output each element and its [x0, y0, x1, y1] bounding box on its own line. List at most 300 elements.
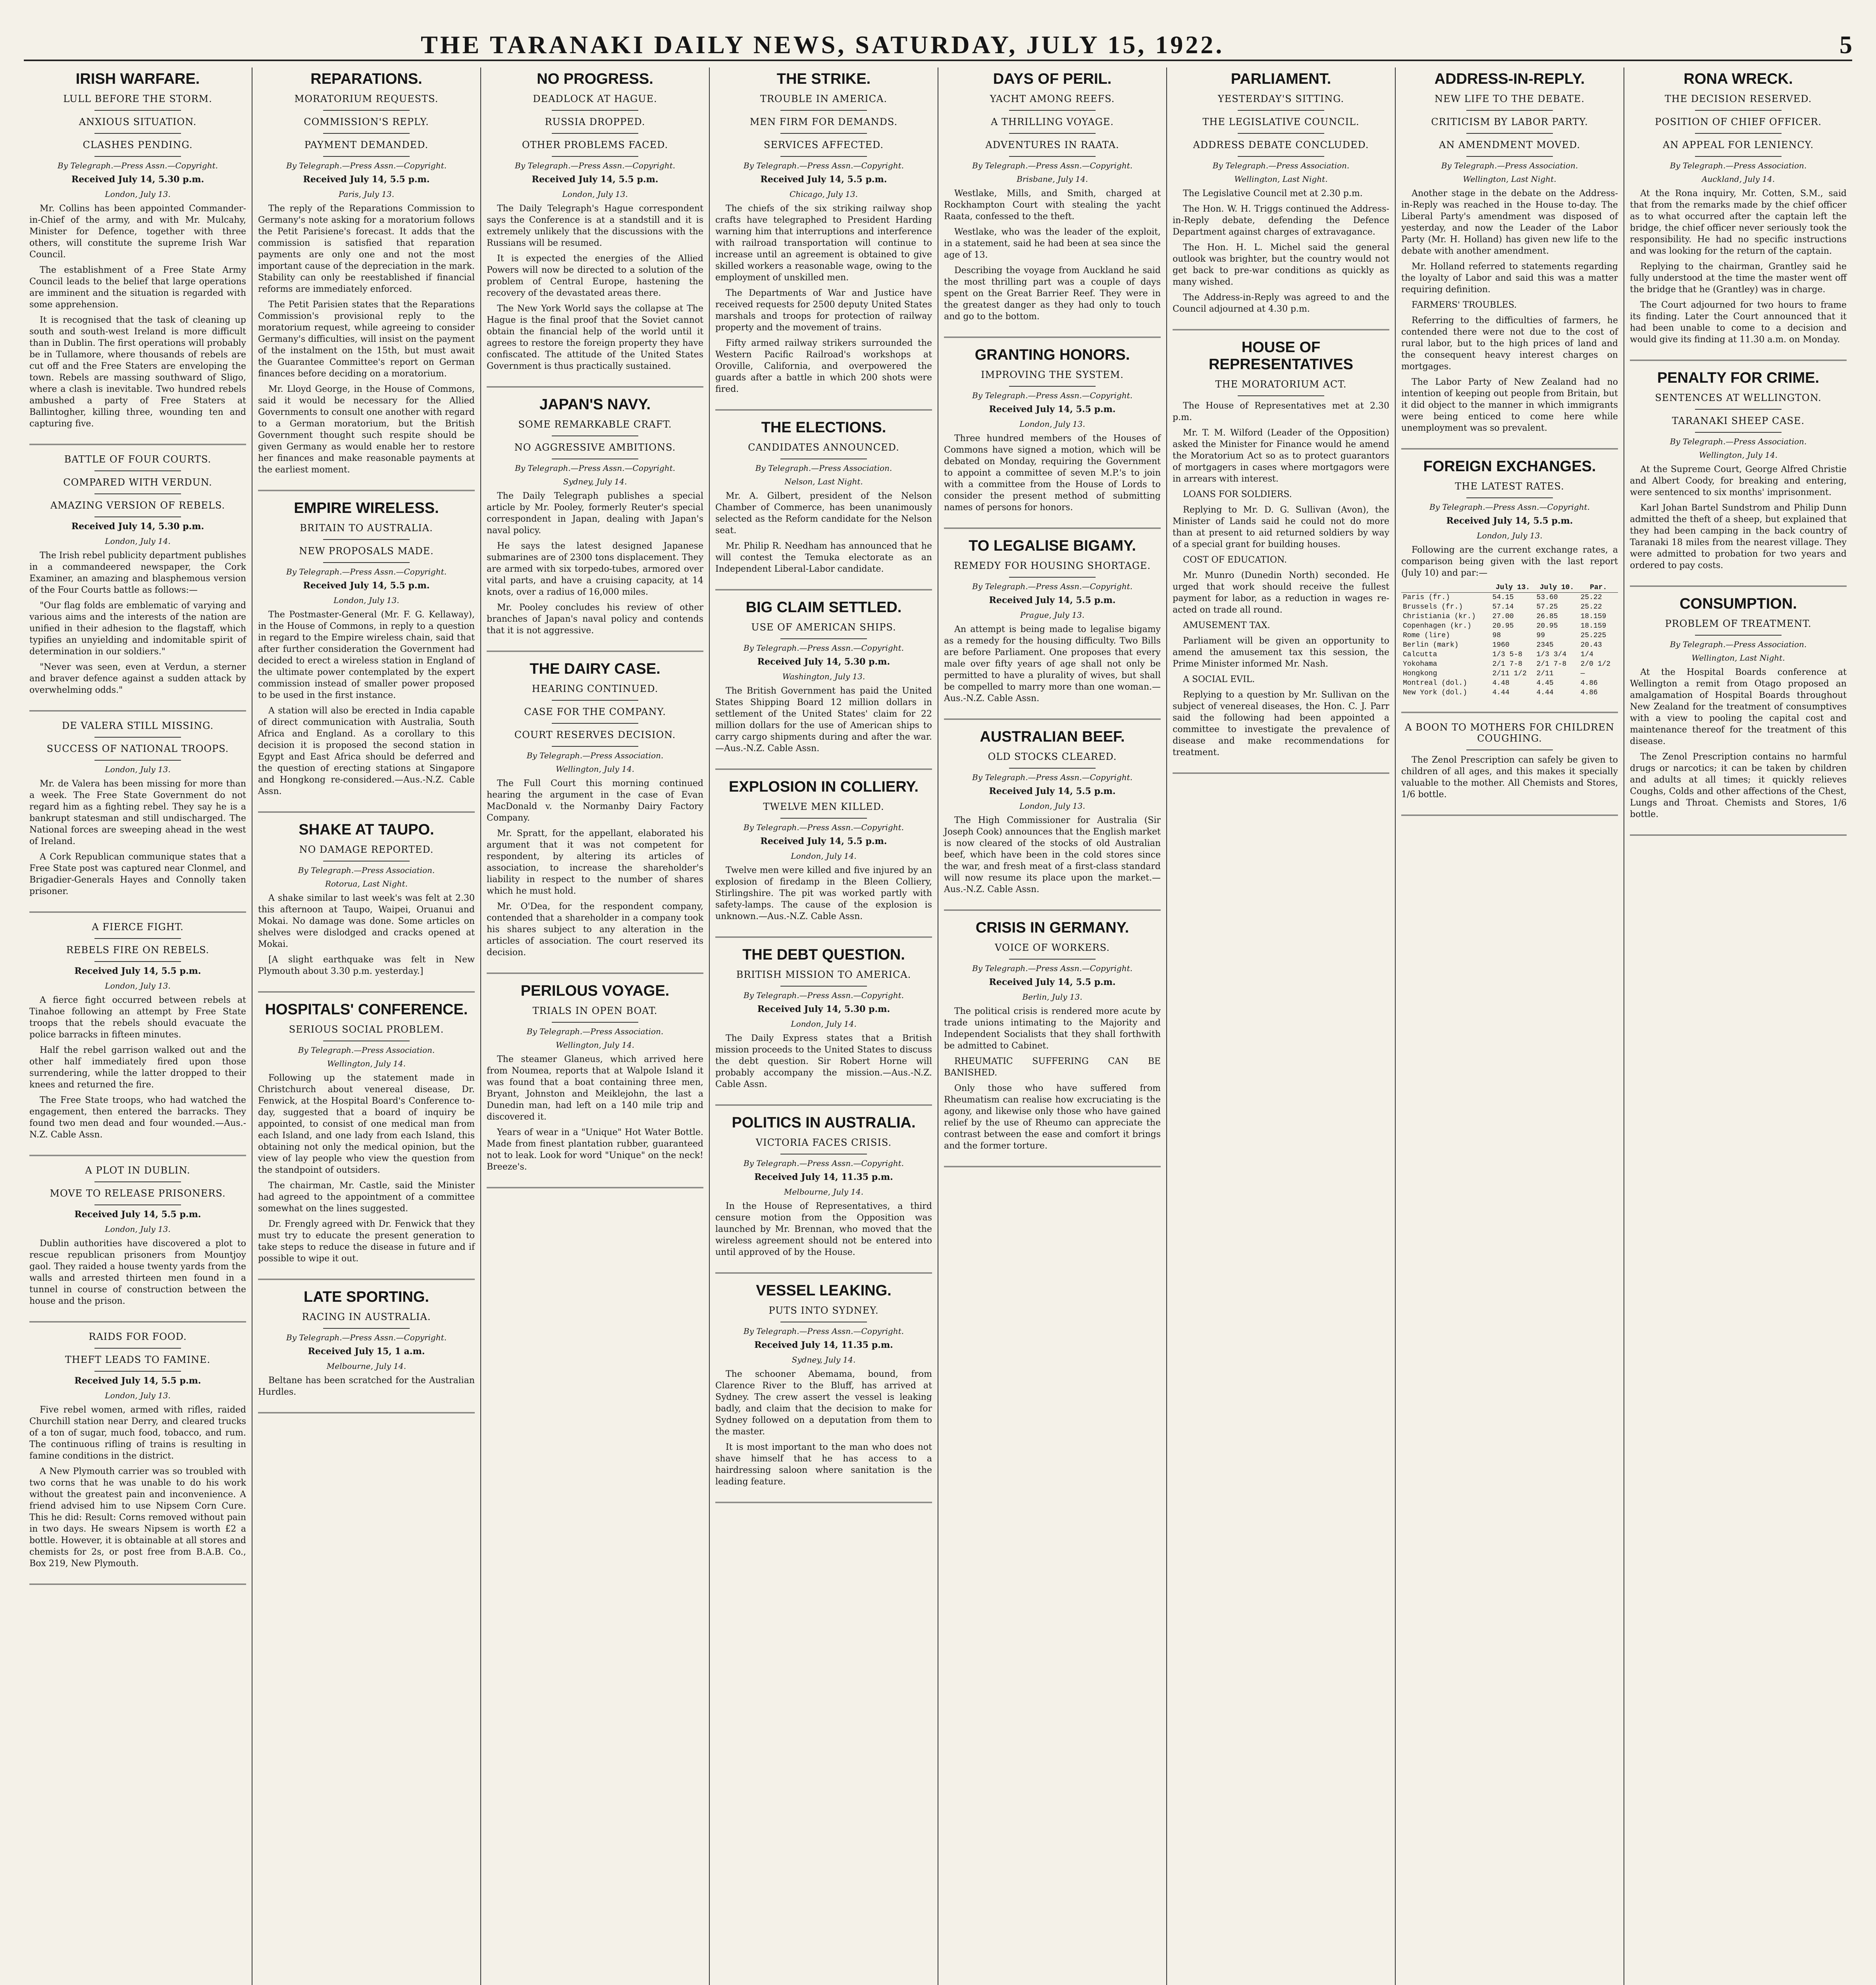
- dateline: London, July 13.: [333, 596, 399, 605]
- paragraph: Mr. T. M. Wilford (Leader of the Opposition) asked the Minister for Finance would he amend the Moratorium Act so as to protect guarantors of mortgagers in cases where mortgagors were in arrears with interest.: [1173, 428, 1389, 484]
- dateline: London, July 14.: [105, 536, 171, 546]
- paragraph: Describing the voyage from Auckland he said the most thrilling part was a couple of days spent on the Great Barrier Reef. They were in the greatest danger as they had only to touch and go to the bottom.: [944, 266, 1161, 322]
- paragraph: The establishment of a Free State Army Council leads to the belief that large operations are imminent and the situation is regarded with some apprehension.: [29, 265, 246, 310]
- table-cell: 4.86: [1580, 679, 1598, 687]
- dateline: Prague, July 13.: [1020, 610, 1084, 620]
- article-subheading: AN APPEAL FOR LENIENCY.: [1662, 139, 1814, 150]
- paragraph: The Court adjourned for two hours to frame its finding. Later the Court announced that it had been unable to come to a decision and would give its finding at 11.30 a.m. on Monday.: [1630, 300, 1847, 345]
- divider-rule: [1238, 110, 1324, 111]
- article-headline: THE STRIKE.: [776, 71, 871, 87]
- byline: By Telegraph.—Press Assn.—Copyright.: [972, 161, 1133, 170]
- table-header: July 10.: [1535, 583, 1579, 593]
- article: [1630, 71, 1847, 345]
- received-line: Received July 14, 5.30 p.m.: [757, 657, 890, 667]
- section-divider: [258, 490, 475, 491]
- paragraph: Beltane has been scratched for the Australian Hurdles.: [258, 1376, 475, 1397]
- article-subheading: POSITION OF CHIEF OFFICER.: [1655, 116, 1822, 127]
- table-cell: 27.00: [1492, 613, 1514, 621]
- article-subheading: THE MORATORIUM ACT.: [1215, 379, 1347, 390]
- divider-rule: [1009, 133, 1096, 134]
- article-subheading: NEW LIFE TO THE DEBATE.: [1434, 93, 1585, 104]
- divider-rule: [552, 700, 638, 701]
- divider-rule: [94, 493, 181, 494]
- divider-rule: [552, 1022, 638, 1023]
- article: [29, 921, 246, 1141]
- divider-rule: [1695, 409, 1782, 410]
- article-subheading: USE OF AMERICAN SHIPS.: [751, 622, 896, 633]
- paragraph: Replying to the chairman, Grantley said he fully understood at the time the master went off the bridge that he (Grantley) was in charge.: [1630, 262, 1847, 295]
- paragraph: LOANS FOR SOLDIERS.: [1183, 490, 1292, 499]
- section-divider: [29, 1321, 246, 1322]
- article-body: [29, 203, 246, 430]
- table-header: July 13.: [1491, 583, 1535, 593]
- dateline: Wellington, July 14.: [555, 764, 635, 774]
- table-cell: 4.48: [1492, 679, 1510, 687]
- divider-rule: [552, 746, 638, 747]
- article-subheading: SERVICES AFFECTED.: [763, 139, 884, 150]
- section-divider: [715, 937, 932, 938]
- paragraph: Years of wear in a "Unique" Hot Water Bottle. Made from finest plantation rubber, guaranteed not to leak. Look for word "Unique" on the neck! Breeze's.: [487, 1127, 703, 1172]
- byline: By Telegraph.—Press Assn.—Copyright.: [972, 391, 1133, 400]
- article-subheading: SERIOUS SOCIAL PROBLEM.: [289, 1024, 444, 1035]
- table-cell: 18.159: [1580, 613, 1606, 621]
- table-row: [1401, 678, 1618, 688]
- article-subheading: OTHER PROBLEMS FACED.: [522, 139, 668, 150]
- article-headline: EMPIRE WIRELESS.: [294, 500, 439, 516]
- article-body: [944, 624, 1161, 704]
- divider-rule: [323, 539, 410, 540]
- article: [715, 71, 932, 395]
- paragraph: The Labor Party of New Zealand had no intention of keeping out people from Britain, but it did object to the manner in which immigrants were being enticed to come here while unemployment was so prevalent.: [1401, 377, 1618, 433]
- article-subheading: CANDIDATES ANNOUNCED.: [748, 442, 899, 453]
- paragraph: The New York World says the collapse at The Hague is the final proof that the Soviet cannot obtain the financial help of the world until it agrees to restore the foreign property they have confiscated. The attitude of the United States Government is thus practically sustained.: [487, 304, 703, 371]
- divider-rule: [1009, 959, 1096, 960]
- table-row: [1401, 640, 1618, 650]
- article: [944, 71, 1161, 322]
- article-subheading: THE LATEST RATES.: [1455, 481, 1564, 492]
- article-body: [944, 188, 1161, 322]
- received-line: Received July 14, 5.30 p.m.: [71, 521, 204, 532]
- paragraph: Westlake, Mills, and Smith, charged at Rockhampton Court with stealing the yacht Raata, confessed to the theft.: [944, 189, 1161, 222]
- article-headline: CRISIS IN GERMANY.: [975, 919, 1129, 936]
- dateline: Rotorua, Last Night.: [325, 879, 408, 888]
- article-headline: HOUSE OF REPRESENTATIVES: [1209, 339, 1353, 373]
- article-body: [258, 892, 475, 977]
- article-subheading: SOME REMARKABLE CRAFT.: [518, 419, 672, 430]
- byline: By Telegraph.—Press Assn.—Copyright.: [743, 991, 904, 1000]
- section-divider: [29, 1584, 246, 1585]
- article: [944, 538, 1161, 704]
- article-subheading: YACHT AMONG REEFS.: [990, 93, 1115, 104]
- byline: By Telegraph.—Press Assn.—Copyright.: [286, 161, 447, 170]
- table-row: [1401, 669, 1618, 678]
- article-body: [1173, 400, 1389, 758]
- article-headline: FOREIGN EXCHANGES.: [1423, 458, 1596, 475]
- column: [252, 67, 480, 1985]
- article: [715, 1282, 932, 1488]
- newspaper-title: THE TARANAKI DAILY NEWS, SATURDAY, JULY 15, 1922.: [421, 31, 1225, 59]
- article-body: [487, 1054, 703, 1173]
- divider-rule: [1695, 156, 1782, 157]
- table-cell: —: [1580, 670, 1585, 678]
- article: [258, 1001, 475, 1264]
- article-body: [1173, 188, 1389, 315]
- dateline: London, July 14.: [791, 1019, 857, 1029]
- article: [29, 1331, 246, 1569]
- received-line: Received July 14, 5.5 p.m.: [303, 580, 430, 591]
- article: [487, 396, 703, 636]
- divider-rule: [94, 110, 181, 111]
- table-cell: Montreal (dol.): [1403, 679, 1468, 687]
- section-divider: [715, 1502, 932, 1503]
- dateline: London, July 13.: [105, 189, 171, 199]
- received-line: Received July 14, 5.5 p.m.: [989, 786, 1116, 796]
- table-cell: 98: [1492, 632, 1501, 640]
- article-body: [715, 1368, 932, 1488]
- received-line: Received July 14, 5.5 p.m.: [74, 1376, 201, 1386]
- article-subheading: THEFT LEADS TO FAMINE.: [65, 1354, 211, 1365]
- section-divider: [944, 1166, 1161, 1167]
- byline: By Telegraph.—Press Assn.—Copyright.: [515, 161, 675, 170]
- article-subheading: THE LEGISLATIVE COUNCIL.: [1202, 116, 1360, 127]
- table-row: [1401, 593, 1618, 603]
- table-cell: 4.44: [1536, 689, 1554, 697]
- article-subheading: TRIALS IN OPEN BOAT.: [532, 1005, 658, 1016]
- paragraph: Only those who have suffered from Rheumatism can realise how excruciating is the agony, and likewise only those who have gained relief by the use of Rheumo can appreciate the contrast between the ease and comfort it brings and the former torture.: [944, 1083, 1161, 1151]
- article-headline: GRANTING HONORS.: [975, 347, 1130, 363]
- article-subheading: A FIERCE FIGHT.: [92, 921, 184, 933]
- divider-rule: [1695, 432, 1782, 433]
- table-cell: 25.22: [1580, 603, 1602, 611]
- article-headline: THE ELECTIONS.: [761, 419, 886, 436]
- divider-rule: [94, 1371, 181, 1372]
- paragraph: Mr. O'Dea, for the respondent company, contended that a shareholder in a company took his shares subject to any alteration in the articles of association. The court reserved its decision.: [487, 902, 703, 958]
- paragraph: Mr. Pooley concludes his review of other branches of Japan's naval policy and contends that it is not aggressive.: [487, 603, 703, 636]
- table-cell: 25.225: [1580, 632, 1606, 640]
- article-subheading: SUCCESS OF NATIONAL TROOPS.: [46, 743, 229, 754]
- article-subheading: PUTS INTO SYDNEY.: [769, 1305, 879, 1316]
- paragraph: It is most important to the man who does not shave himself that he has access to a hairdressing saloon where sanitation is the leading feature.: [715, 1442, 932, 1487]
- section-divider: [944, 719, 1161, 720]
- article: [258, 500, 475, 797]
- dateline: London, July 13.: [562, 189, 628, 199]
- section-divider: [1173, 329, 1389, 330]
- section-divider: [29, 710, 246, 711]
- columns-container: [24, 67, 1852, 1985]
- dateline: London, July 13.: [1477, 531, 1543, 540]
- article-headline: BIG CLAIM SETTLED.: [745, 599, 902, 616]
- article-subheading: REMEDY FOR HOUSING SHORTAGE.: [953, 560, 1151, 571]
- divider-rule: [1466, 497, 1553, 498]
- divider-rule: [780, 110, 867, 111]
- divider-rule: [1695, 110, 1782, 111]
- received-line: Received July 14, 5.5 p.m.: [303, 174, 430, 185]
- article: [1401, 722, 1618, 800]
- dateline: Brisbane, July 14.: [1017, 174, 1088, 184]
- article: [29, 71, 246, 430]
- article-subheading: NO DAMAGE REPORTED.: [299, 844, 434, 855]
- table-cell: 2/1 7-8: [1492, 660, 1523, 668]
- section-divider: [1630, 360, 1847, 361]
- received-line: Received July 14, 5.30 p.m.: [71, 174, 204, 185]
- article: [1630, 370, 1847, 571]
- received-line: Received July 14, 11.35 p.m.: [754, 1340, 893, 1350]
- divider-rule: [780, 986, 867, 987]
- paragraph: The High Commissioner for Australia (Sir Joseph Cook) announces that the English market is now cleared of the stocks of old Australian beef, which have been in the cold stores since the war, and fresh meat of a first-class standard will now resume its place upon the market.—Aus.-N.Z. Cable Assn.: [944, 815, 1161, 894]
- paragraph: The schooner Abemama, bound, from Clarence River to the Bluff, has arrived at Sydney. The crew assert the vessel is leaking badly, and claim that the decision to make for Sydney followed on a deputation from them to the master.: [715, 1369, 932, 1437]
- article-headline: SHAKE AT TAUPO.: [299, 821, 434, 838]
- article-subheading: REBELS FIRE ON REBELS.: [66, 944, 210, 956]
- section-divider: [29, 912, 246, 913]
- byline: By Telegraph.—Press Association.: [1441, 161, 1578, 170]
- section-divider: [258, 1412, 475, 1413]
- article: [487, 661, 703, 958]
- article-body: [715, 1033, 932, 1090]
- article-headline: IRISH WARFARE.: [75, 71, 200, 87]
- byline: By Telegraph.—Press Association.: [1212, 161, 1350, 170]
- article-headline: PARLIAMENT.: [1231, 71, 1331, 87]
- divider-rule: [323, 1328, 410, 1329]
- article-subheading: MORATORIUM REQUESTS.: [294, 93, 439, 104]
- section-divider: [944, 528, 1161, 529]
- table-cell: 54.15: [1492, 594, 1514, 601]
- article-subheading: A BOON TO MOTHERS FOR CHILDREN COUGHING.: [1405, 722, 1614, 744]
- paragraph: It is recognised that the task of cleaning up south and south-west Ireland is more difficult than in Dublin. The first operations will probably be in Tullamore, where thousands of rebels are cut off and the Free Staters are enveloping the town. Rebels are massing southward of Sligo, where a clash is inevitable. Two hundred rebels ambushed a party of Free Staters at Ballintogher, killing three, wounding ten and capturing five.: [29, 315, 246, 429]
- article-body: [258, 1375, 475, 1398]
- received-line: Received July 14, 5.5 p.m.: [760, 174, 887, 185]
- byline: By Telegraph.—Press Association.: [755, 463, 892, 473]
- article: [258, 71, 475, 476]
- paragraph: An attempt is being made to legalise bigamy as a remedy for the housing difficulty. Two Bills are before Parliament. One proposes that every male over fifty years of age shall not only be permitted to have a plurality of wives, but shall be compelled to marry more than one woman.—Aus.-N.Z. Cable Assn.: [944, 624, 1161, 703]
- article: [715, 1114, 932, 1258]
- divider-rule: [1695, 635, 1782, 636]
- table-cell: New York (dol.): [1403, 689, 1468, 697]
- article-body: [944, 433, 1161, 513]
- table-cell: 4.44: [1492, 689, 1510, 697]
- byline: By Telegraph.—Press Assn.—Copyright.: [1429, 502, 1590, 512]
- dateline: London, July 13.: [1019, 419, 1085, 429]
- paragraph: The Hon. H. L. Michel said the general outlook was brighter, but the country would not get back to pre-war conditions as quickly as many wished.: [1173, 243, 1389, 287]
- article-headline: EXPLOSION IN COLLIERY.: [729, 779, 919, 795]
- article-body: [715, 490, 932, 575]
- article-headline: THE DAIRY CASE.: [530, 661, 661, 677]
- paragraph: The Address-in-Reply was agreed to and the Council adjourned at 4.30 p.m.: [1173, 293, 1389, 314]
- paragraph: Following are the current exchange rates, a comparison being given with the last report (July 10) and par:—: [1401, 545, 1618, 578]
- received-line: Received July 14, 5.30 p.m.: [757, 1004, 890, 1014]
- dateline: London, July 13.: [105, 981, 171, 991]
- article-body: [258, 203, 475, 476]
- article-subheading: BRITAIN TO AUSTRALIA.: [300, 522, 433, 534]
- article-subheading: DE VALERA STILL MISSING.: [62, 720, 214, 731]
- received-line: Received July 14, 11.35 p.m.: [754, 1172, 893, 1182]
- byline: By Telegraph.—Press Assn.—Copyright.: [743, 643, 904, 653]
- article-body: [258, 1072, 475, 1264]
- column: [709, 67, 938, 1985]
- paragraph: Referring to the difficulties of farmers, he contended there were not due to the cost of rural labor, but to the high prices of land and the consequent heavy interest charges on mortgages.: [1401, 316, 1618, 372]
- article-subheading: PROBLEM OF TREATMENT.: [1665, 618, 1812, 629]
- divider-rule: [94, 961, 181, 962]
- section-divider: [487, 651, 703, 652]
- article-headline: REPARATIONS.: [310, 71, 422, 87]
- divider-rule: [94, 938, 181, 939]
- table-cell: 18.159: [1580, 622, 1606, 630]
- received-line: Received July 14, 5.5 p.m.: [989, 595, 1116, 605]
- article-subheading: TWELVE MEN KILLED.: [763, 801, 884, 812]
- dateline: Wellington, July 14.: [1699, 450, 1778, 460]
- byline: By Telegraph.—Press Assn.—Copyright.: [972, 964, 1133, 973]
- dateline: Wellington, July 14.: [327, 1059, 406, 1068]
- paragraph: A shake similar to last week's was felt at 2.30 this afternoon at Taupo, Waipei, Oruanui and Mokai. No damage was done. Some articles on shelves were dislodged and cracks opened at Mokai.: [258, 893, 475, 949]
- divider-rule: [1466, 133, 1553, 134]
- received-line: Received July 15, 1 a.m.: [308, 1346, 425, 1357]
- dateline: Nelson, Last Night.: [784, 477, 863, 486]
- article: [715, 599, 932, 754]
- divider-rule: [323, 156, 410, 157]
- column: [1395, 67, 1624, 1985]
- article-body: [29, 994, 246, 1141]
- article-headline: PENALTY FOR CRIME.: [1657, 370, 1820, 386]
- divider-rule: [552, 133, 638, 134]
- article-headline: DAYS OF PERIL.: [993, 71, 1112, 87]
- byline: By Telegraph.—Press Association.: [526, 1027, 664, 1036]
- paragraph: Westlake, who was the leader of the exploit, in a statement, said he had been at sea since the age of 13.: [944, 227, 1161, 260]
- paragraph: Mr. de Valera has been missing for more than a week. The Free State Government do not regard him as a fighting rebel. They say he is a bankrupt statesman and still undischarged. The National forces are sweeping ahead in the west of Ireland.: [29, 779, 246, 846]
- divider-rule: [94, 1348, 181, 1349]
- table-cell: Berlin (mark): [1403, 641, 1459, 649]
- article-subheading: COURT RESERVES DECISION.: [514, 729, 676, 740]
- paragraph: In the House of Representatives, a third censure motion from the Opposition was launched by Mr. Brennan, who moved that the wireless agreement should not be entered into until approved of by the House.: [715, 1201, 932, 1257]
- paragraph: Replying to Mr. D. G. Sullivan (Avon), the Minister of Lands said he could not do more than at present to aid returned soldiers by way of a special grant for building houses.: [1173, 505, 1389, 549]
- article-body: [29, 1238, 246, 1307]
- table-cell: 57.25: [1536, 603, 1558, 611]
- paragraph: The chiefs of the six striking railway shop crafts have telegraphed to President Harding warning him that interruptions and interference with railroad transportation will continue to increase until an agreement is obtained to give skilled workers a reasonable wage, owing to the employment of unskilled men.: [715, 204, 932, 283]
- divider-rule: [1695, 133, 1782, 134]
- section-divider: [258, 1279, 475, 1280]
- byline: By Telegraph.—Press Association.: [298, 1045, 435, 1055]
- paragraph: Twelve men were killed and five injured by an explosion of firedamp in the Bleen Colliery, Stirlingshire. The pit was worked partly with safety-lamps. The cause of the explosion is unknown.—Aus.-N.Z. Cable Assn.: [715, 865, 932, 921]
- paragraph: The Petit Parisien states that the Reparations Commission's provisional reply to the moratorium request, while agreeing to consider Germany's difficulties, will insist on the payment of the instalment on the 15th, but must await the Guarantee Committee's report on German finances before deciding on a moratorium.: [258, 300, 475, 379]
- paragraph: A Cork Republican communique states that a Free State post was captured near Clonmel, and Brigadier-Generals Hayes and Connolly taken prisoner.: [29, 852, 246, 896]
- article-subheading: LULL BEFORE THE STORM.: [63, 93, 212, 104]
- divider-rule: [1009, 386, 1096, 387]
- article-headline: VESSEL LEAKING.: [756, 1282, 892, 1299]
- section-divider: [29, 1155, 246, 1156]
- article-body: [29, 550, 246, 696]
- received-line: Received July 14, 5.5 p.m.: [989, 404, 1116, 414]
- column: [938, 67, 1166, 1985]
- received-line: Received July 14, 5.5 p.m.: [1446, 516, 1573, 526]
- paragraph: Mr. Holland referred to statements regarding the loyalty of Labor and said this was a matter requiring definition.: [1401, 262, 1618, 295]
- table-cell: Brussels (fr.): [1403, 603, 1463, 611]
- article: [29, 720, 246, 897]
- article-subheading: RACING IN AUSTRALIA.: [302, 1311, 431, 1322]
- article-body: [29, 778, 246, 897]
- article: [715, 419, 932, 575]
- paragraph: The Legislative Council met at 2.30 p.m.: [1183, 189, 1363, 198]
- article-subheading: COMPARED WITH VERDUN.: [63, 477, 212, 488]
- article-body: [487, 203, 703, 372]
- section-divider: [1401, 712, 1618, 713]
- divider-rule: [780, 818, 867, 819]
- article: [29, 454, 246, 696]
- table-cell: 25.22: [1580, 594, 1602, 601]
- section-divider: [944, 337, 1161, 338]
- dateline: London, July 13.: [1019, 801, 1085, 811]
- table-cell: 4.45: [1536, 679, 1554, 687]
- byline: By Telegraph.—Press Assn.—Copyright.: [58, 161, 218, 170]
- dateline: London, July 14.: [791, 851, 857, 861]
- article-subheading: MEN FIRM FOR DEMANDS.: [749, 116, 898, 127]
- table-cell: 2/11: [1536, 670, 1554, 678]
- section-divider: [715, 589, 932, 590]
- paragraph: A SOCIAL EVIL.: [1183, 675, 1255, 684]
- dateline: Auckland, July 14.: [1701, 174, 1775, 184]
- paragraph: The Zenol Prescription contains no harmful drugs or narcotics; it can be taken by children and adults at all times; it quickly relieves Coughs, Colds and other affections of the Chest, Lungs and Throat. Chemists and Stores, 1/6 bottle.: [1630, 752, 1847, 819]
- article-subheading: TARANAKI SHEEP CASE.: [1672, 415, 1805, 426]
- divider-rule: [323, 133, 410, 134]
- table-cell: 20.95: [1536, 622, 1558, 630]
- article-body: [1630, 188, 1847, 345]
- table-row: [1401, 631, 1618, 640]
- dateline: Sydney, July 14.: [792, 1355, 856, 1364]
- paragraph: Dr. Frengly agreed with Dr. Fenwick that they must try to educate the present generation to take steps to reduce the disease in future and if possible to wipe it out.: [258, 1219, 475, 1264]
- article-subheading: BATTLE OF FOUR COURTS.: [64, 454, 212, 465]
- table-cell: Hongkong: [1403, 670, 1437, 678]
- divider-rule: [323, 110, 410, 111]
- article-subheading: BRITISH MISSION TO AMERICA.: [736, 969, 911, 980]
- paragraph: The British Government has paid the United States Shipping Board 12 million dollars in settlement of the United States' claim for 22 million dollars for the use of American ships to carry cargo shipments during and after the war.—Aus.-N.Z. Cable Assn.: [715, 686, 932, 754]
- article-body: [715, 1201, 932, 1258]
- article: [1173, 71, 1389, 315]
- paragraph: Following up the statement made in Christchurch about venereal disease, Dr. Fenwick, at the Hospital Board's Conference to-day, suggested that a board of inquiry be appointed, to consist of one medical man from each Island, and one lady from each Island, this obtaining not only the medical opinion, but the view of lay people who view the question from the standpoint of outsiders.: [258, 1073, 475, 1175]
- article-headline: LATE SPORTING.: [304, 1289, 429, 1305]
- received-line: Received July 14, 5.5 p.m.: [989, 977, 1116, 987]
- paragraph: The steamer Glaneus, which arrived here from Noumea, reports that at Walpole Island it was found that a boat containing three men, Bryant, Johnston and Meiklejohn, the last a Dunedin man, had left on a 140 mile trip and discovered it.: [487, 1054, 703, 1122]
- table-row: [1401, 688, 1618, 698]
- table-cell: Calcutta: [1403, 651, 1437, 659]
- article-body: [258, 609, 475, 797]
- divider-rule: [1238, 156, 1324, 157]
- article-body: [1630, 464, 1847, 571]
- table-cell: 1960: [1492, 641, 1510, 649]
- article-headline: RONA WRECK.: [1683, 71, 1793, 87]
- section-divider: [1630, 834, 1847, 836]
- paragraph: At the Rona inquiry, Mr. Cotten, S.M., said that from the remarks made by the chief officer as to what occurred after the captain left the bridge, the chief officer never seriously took the responsibility. He had no specific instructions and was looking for the return of the captain.: [1630, 189, 1847, 256]
- section-divider: [1630, 586, 1847, 587]
- article-headline: HOSPITALS' CONFERENCE.: [265, 1001, 468, 1018]
- article-subheading: YESTERDAY'S SITTING.: [1217, 93, 1344, 104]
- byline: By Telegraph.—Press Assn.—Copyright.: [743, 161, 904, 170]
- paragraph: Karl Johan Bartel Sundstrom and Philip Dunn admitted the theft of a sheep, but explained that they had been camping in the back country of Taranaki 18 miles from the nearest village. They were admitted to probation for two years and ordered to pay costs.: [1630, 503, 1847, 570]
- article-subheading: NEW PROPOSALS MADE.: [299, 545, 434, 557]
- divider-rule: [94, 133, 181, 134]
- paragraph: Dublin authorities have discovered a plot to rescue republican prisoners from Mountjoy gaol. They raided a house twenty yards from the walls and arrested thirteen men found in a tunnel in course of construction between the house and the prison.: [29, 1239, 246, 1306]
- divider-rule: [552, 110, 638, 111]
- article: [487, 71, 703, 372]
- article-subheading: NO AGGRESSIVE AMBITIONS.: [514, 442, 676, 453]
- paragraph: Mr. Philip R. Needham has announced that he will contest the Temuka electorate as an Independent Liberal-Labor candidate.: [715, 541, 932, 574]
- dateline: Paris, July 13.: [338, 189, 395, 199]
- received-line: Received July 14, 5.5 p.m.: [74, 966, 201, 976]
- article-body: [715, 865, 932, 922]
- dateline: Wellington, Last Night.: [1234, 174, 1328, 184]
- article-headline: CONSUMPTION.: [1680, 596, 1797, 612]
- divider-rule: [1009, 768, 1096, 769]
- divider-rule: [780, 638, 867, 639]
- divider-rule: [780, 156, 867, 157]
- table-cell: 57.14: [1492, 603, 1514, 611]
- paragraph: He says the latest designed Japanese submarines are of 2300 tons displacement. They are armed with six torpedo-tubes, armored over vital parts, and have a cruising capacity, at 14 knots, over a radius of 16,000 miles.: [487, 541, 703, 597]
